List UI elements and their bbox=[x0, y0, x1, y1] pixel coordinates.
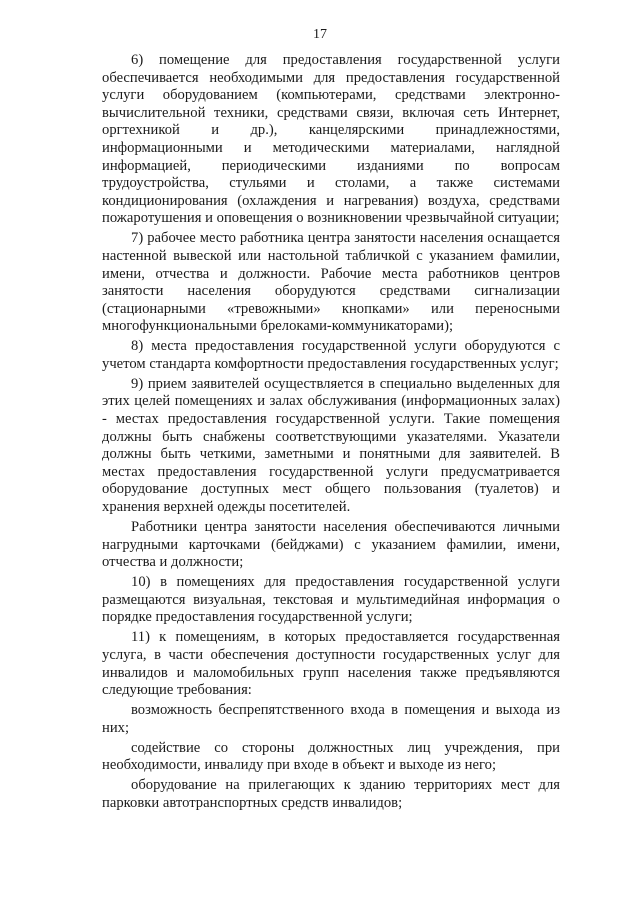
page-number: 17 bbox=[313, 27, 327, 42]
paragraph-item-6: 6) помещение для предоставления государственной услуги обеспечивается необходимыми для предоставления государственной услуги оборудованием (компьютерами, средствами электронно-вычислительной техники, средствами связи, включая сеть Интернет, оргтехникой и др.), канцелярскими принадлежностями, информационными и методическими материалами, наглядной информацией, периодическими изданиями по вопросам трудоустройства, стульями и столами, а также системами кондиционирования (охлаждения и нагревания) воздуха, средствами пожаротушения и оповещения о возникновении чрезвычайной ситуации; bbox=[102, 52, 560, 227]
page-body bbox=[102, 52, 560, 815]
paragraph-parking: оборудование на прилегающих к зданию территориях мест для парковки автотранспортных средств инвалидов; bbox=[102, 777, 560, 811]
paragraph-item-10: 10) в помещениях для предоставления государственной услуги размещаются визуальная, текстовая и мультимедийная информация о порядке предоставления государственной услуги; bbox=[102, 574, 560, 626]
paragraph-item-7: 7) рабочее место работника центра занятости населения оснащается настенной вывеской или настольной табличкой с указанием фамилии, имени, отчества и должности. Рабочие места работников центров занятости населения оборудуются средствами сигнализации (стационарными «тревожными» кнопками» или переносными многофункциональными брелоками-коммуникаторами); bbox=[102, 230, 560, 335]
paragraph-item-8: 8) места предоставления государственной услуги оборудуются с учетом стандарта комфортности предоставления государственных услуг; bbox=[102, 338, 560, 372]
paragraph-free-entry: возможность беспрепятственного входа в помещения и выхода из них; bbox=[102, 702, 560, 736]
paragraph-staff-badges: Работники центра занятости населения обеспечиваются личными нагрудными карточками (бейджами) с указанием фамилии, имени, отчества и должности; bbox=[102, 519, 560, 571]
paragraph-staff-assistance: содействие со стороны должностных лиц учреждения, при необходимости, инвалиду при входе в объект и выходе из него; bbox=[102, 739, 560, 774]
paragraph-item-11: 11) к помещениям, в которых предоставляется государственная услуга, в части обеспечения доступности государственных услуг для инвалидов и маломобильных групп населения также предъявляются следующие требования: bbox=[102, 629, 560, 699]
paragraph-item-9: 9) прием заявителей осуществляется в специально выделенных для этих целей помещениях и залах обслуживания (информационных залах) - местах предоставления государственной услуги. Такие помещения должны быть снабжены соответствующими указателями. Указатели должны быть четкими, заметными и понятными для заявителей. В местах предоставления государственной услуги предусматривается оборудование доступных мест общего пользования (туалетов) и хранения верхней одежды посетителей. bbox=[102, 375, 560, 516]
